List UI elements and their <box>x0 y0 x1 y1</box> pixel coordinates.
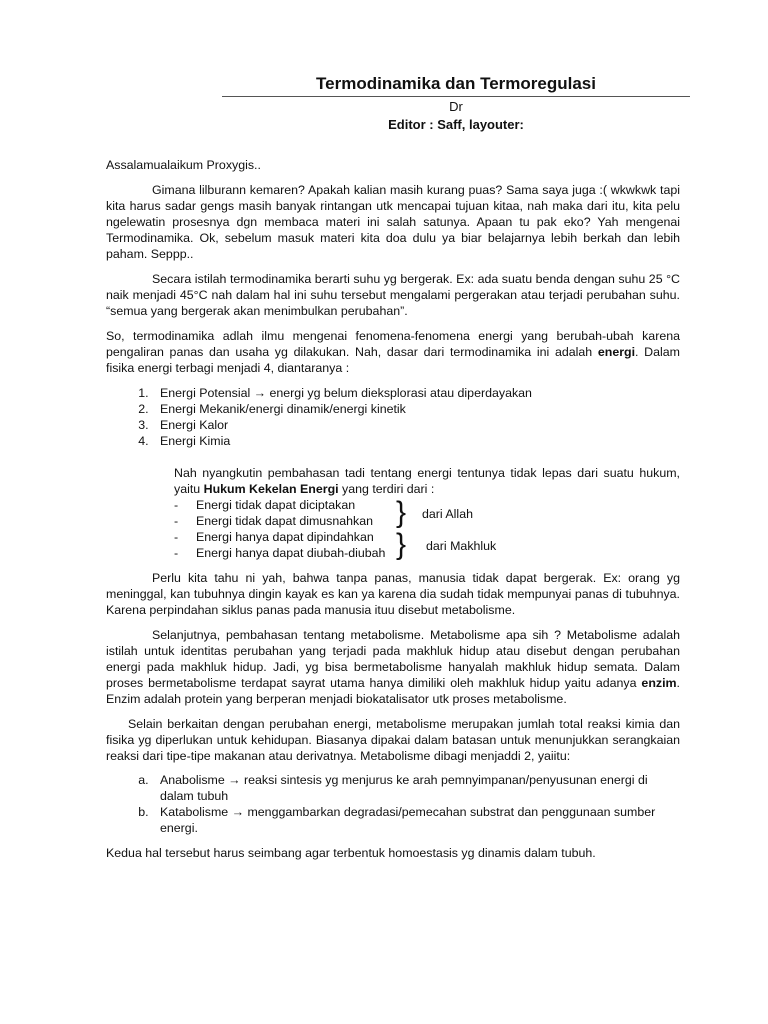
enzim-keyword: enzim <box>641 676 677 690</box>
list-item: a. Anabolisme → reaksi sintesis yg menjurus ke arah pemnyimpanan/penyusunan energi di dalam tubuh <box>152 772 680 804</box>
paragraph-definition: Secara istilah termodinamika berarti suhu yg bergerak. Ex: ada suatu benda dengan suhu 25 °C naik menjadi 45°C nah dalam hal ini suhu tersebut mengalami pergerakan atau terjadi perubahan suhu. “semua yang bergerak akan menimbulkan perubahan”. <box>106 272 680 318</box>
list-item: 3. Energi Kalor <box>152 417 680 433</box>
list-item: 4. Energi Kimia <box>152 433 680 449</box>
energy-list <box>106 385 680 449</box>
paragraph-heat: Perlu kita tahu ni yah, bahwa tanpa panas, manusia tidak dapat bergerak. Ex: orang yg meninggal, kan tubuhnya dingin kayak es kan ya karena dia sudah tidak mempunyai panas di tubuhnya. Karena perpindahan siklus panas pada manusia ituu disebut metabolisme. <box>106 571 680 617</box>
hukum-keyword: Hukum Kekelan Energi <box>203 482 339 496</box>
paragraph-hukum-text-a: Nah nyangkutin pembahasan tadi tentang energi tentunya tidak lepas dari suatu hukum, yaitu <box>174 466 680 496</box>
list-item: - Energi tidak dapat diciptakan <box>174 497 680 513</box>
energy-keyword: energi <box>597 345 636 359</box>
list-item: b. Katabolisme → menggambarkan degradasi/pemecahan substrat dan penggunaan sumber energi. <box>152 804 680 836</box>
brace-label-makhluk: dari Makhluk <box>426 539 497 553</box>
list-item: - Energi hanya dapat diubah-diubah <box>174 545 680 561</box>
paragraph-hukum-text-b: yang terdiri dari : <box>338 482 435 496</box>
paragraph-metabolism-text-b: . Enzim adalah protein yang berperan menjadi biokatalisator utk proses metabolisme. <box>106 676 680 706</box>
document-title: Termodinamika dan Termoregulasi <box>222 76 690 97</box>
greeting: Assalamualaikum Proxygis.. <box>106 158 261 172</box>
brace-label-allah: dari Allah <box>422 507 473 521</box>
brace-icon: } <box>396 528 407 561</box>
paragraph-energy-text-a: So, termodinamika adlah ilmu mengenai fenomena-fenomena energi yang berubah-ubah karena pengaliran panas dan usaha yg dilakukan. Nah, dasar dari termodinamika ini adalah <box>106 329 680 359</box>
paragraph-metabolism-2: Selain berkaitan dengan perubahan energi, metabolisme merupakan jumlah total reaksi kimia dan fisika yg diperlukan untuk kehidupan. Biasanya dipakai dalam batasan untuk menunjukkan serangkaian reaksi dari tipe-tipe makanan atau derivatnya. Metabolisme dibagi menjaddi 2, yaiitu: <box>106 717 680 763</box>
editor-line: Editor : Saff, layouter: <box>388 117 524 132</box>
list-item: 1. Energi Potensial → energi yg belum dieksplorasi atau diperdayakan <box>152 385 680 401</box>
list-item: - Energi hanya dapat dipindahkan <box>174 529 680 545</box>
paragraph-metabolism-text-a: Selanjutnya, pembahasan tentang metabolisme. Metabolisme apa sih ? Metabolisme adalah istilah untuk identitas perubahan yang terjadi pada makhluk hidup atau disebut dengan perubahan energi pada makhluk hidup. Jadi, yg bisa bermetabolisme hanyalah makhluk hidup semata. Dalam proses bermetabolisme terdapat sayrat utama hanya dimiliki oleh makhluk hidup yaitu adanya <box>106 628 680 690</box>
closing-paragraph: Kedua hal tersebut harus seimbang agar terbentuk homoestasis yg dinamis dalam tubuh. <box>106 846 596 860</box>
paragraph-intro: Gimana lilburann kemaren? Apakah kalian masih kurang puas? Sama saya juga :( wkwkwk tapi kita harus sadar gengs masih banyak rintangan utk mencapai tujuan kitaa, nah maka dari itu, kita pelu ngelewatin prosesnya dgn membaca materi ini salah satunya. Apaan tu pak eko? Yah mengenai Termodinamika. Ok, sebelum masuk materi kita doa dulu ya biar belajarnya lebih berkah dan lebih paham. Seppp.. <box>106 183 680 261</box>
list-item: 2. Energi Mekanik/energi dinamik/energi kinetik <box>152 401 680 417</box>
author-line: Dr <box>449 99 463 114</box>
list-item: - Energi tidak dapat dimusnahkan <box>174 513 680 529</box>
paragraph-metabolism <box>106 627 680 707</box>
paragraph-hukum <box>174 465 680 497</box>
hukum-block <box>174 465 680 561</box>
hukum-list-wrap <box>174 497 680 561</box>
brace-icon: } <box>396 496 407 529</box>
paragraph-energy <box>106 328 680 376</box>
metabolism-list <box>106 772 680 836</box>
paragraph-energy-text-b: . Dalam fisika energi terbagi menjadi 4, diantaranya : <box>106 345 680 375</box>
